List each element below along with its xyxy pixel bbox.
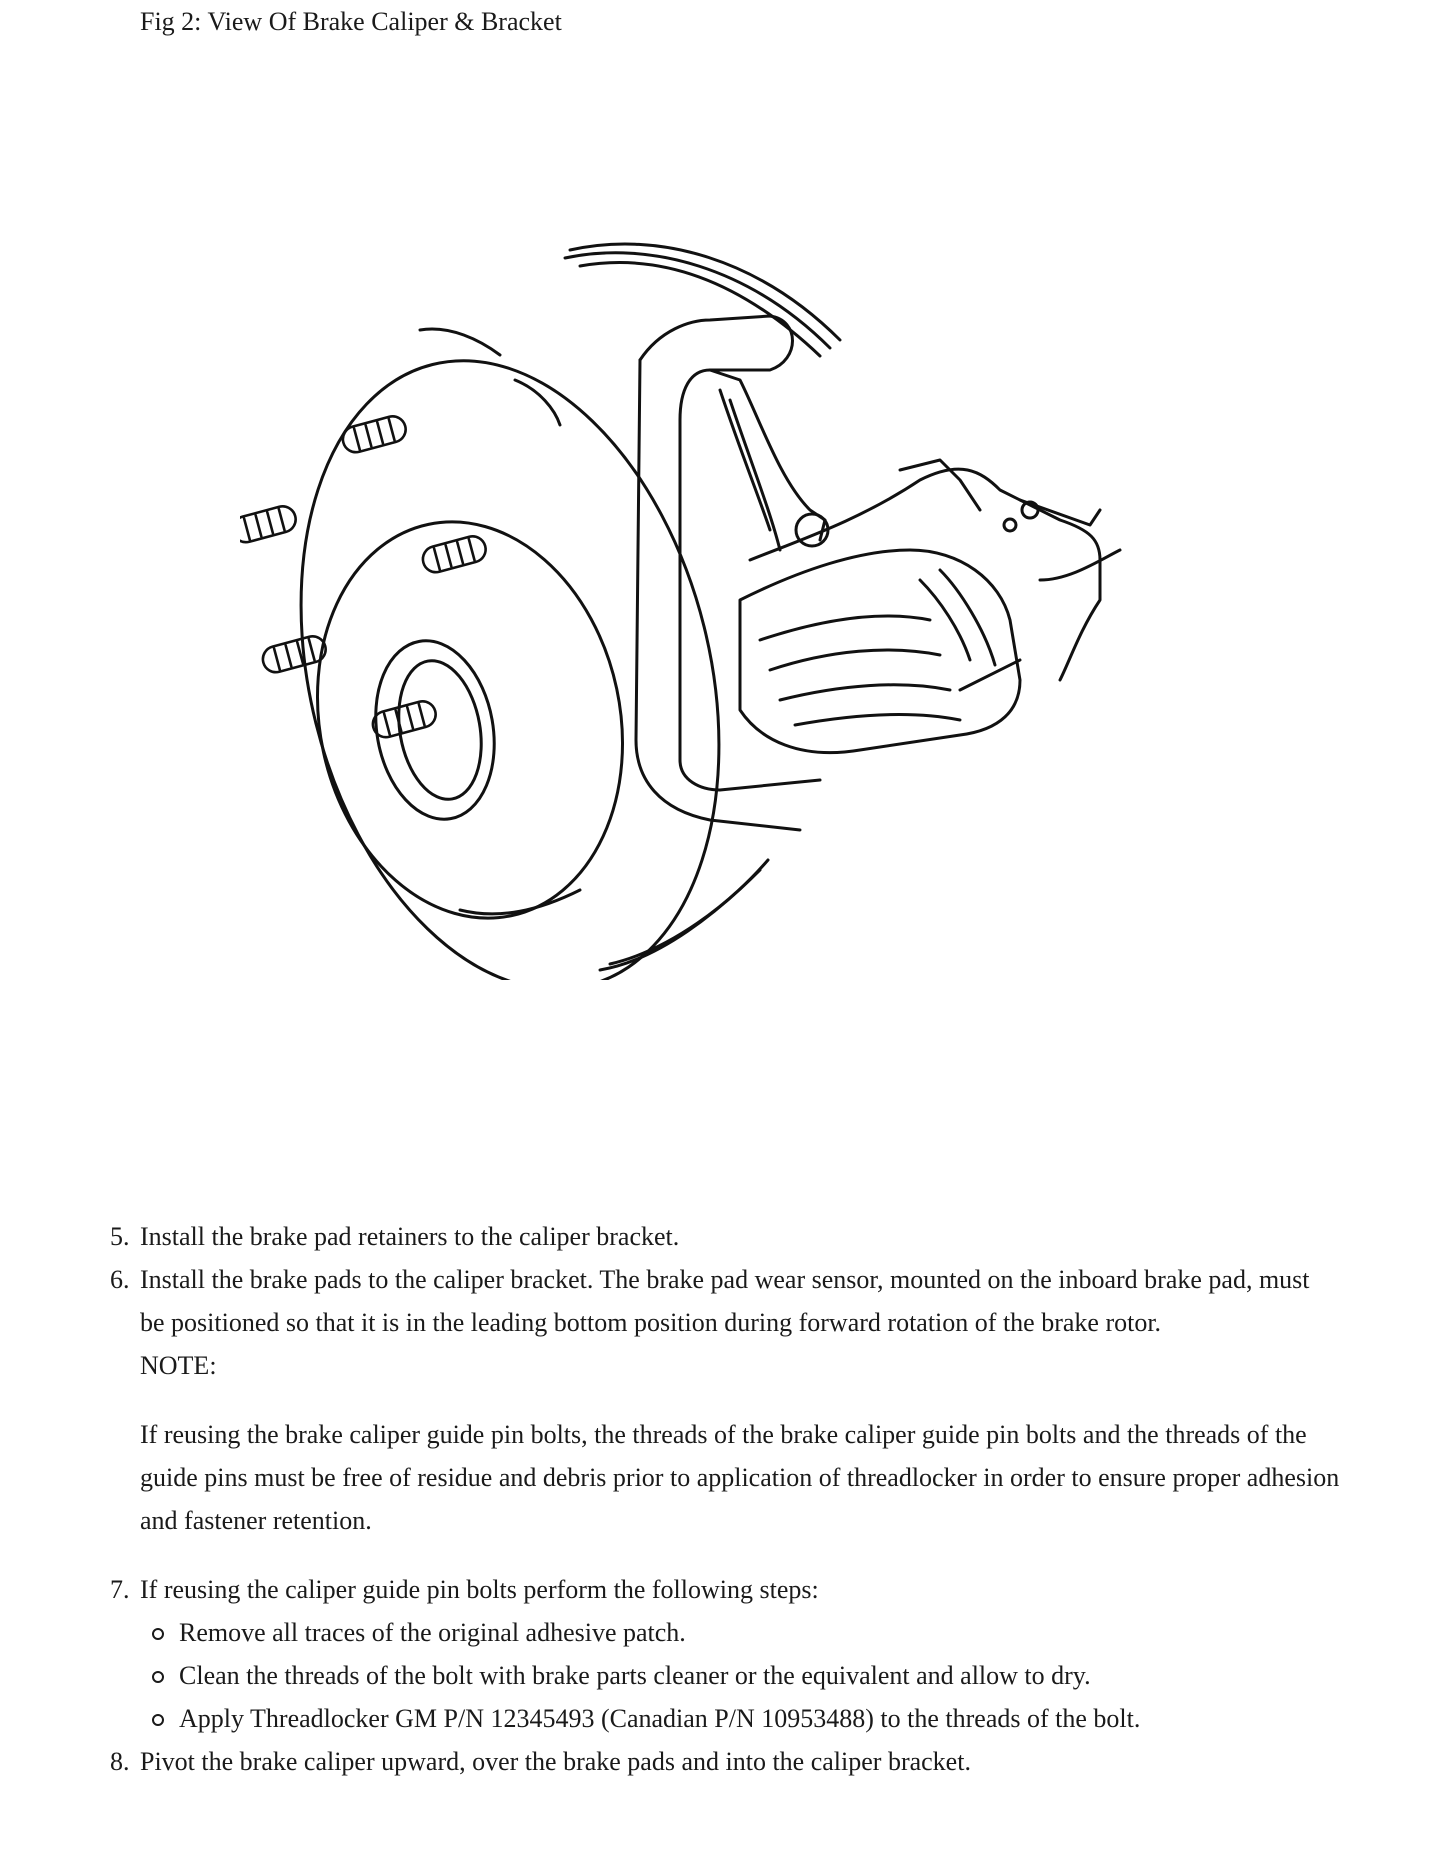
figure-caption: Fig 2: View Of Brake Caliper & Bracket — [140, 7, 562, 36]
circle-bullet-icon — [152, 1628, 164, 1640]
note-label: NOTE: — [140, 1351, 217, 1380]
brake-rotor — [240, 244, 840, 980]
step-number: 6. — [110, 1265, 130, 1294]
brake-caliper — [740, 460, 1120, 753]
step-7 — [110, 1568, 1340, 1740]
step-5 — [110, 1215, 1340, 1258]
step-text: Install the brake pads to the caliper bracket. The brake pad wear sensor, mounted on the inboard brake pad, must be positioned so that it is in the leading bottom position during forward rotation of the brake rotor. — [140, 1265, 1310, 1337]
step-number: 7. — [110, 1575, 130, 1604]
step-number: 8. — [110, 1747, 130, 1776]
substep-item: Clean the threads of the bolt with brake parts cleaner or the equivalent and allow to dry. — [140, 1654, 1340, 1697]
step-6 — [110, 1258, 1340, 1542]
circle-bullet-icon — [152, 1714, 164, 1726]
procedure-steps — [110, 1215, 1340, 1783]
wheel-studs — [240, 413, 489, 740]
step-8 — [110, 1740, 1340, 1783]
substep-list — [140, 1611, 1340, 1740]
step-text: If reusing the caliper guide pin bolts perform the following steps: — [140, 1575, 819, 1604]
step-text: Install the brake pad retainers to the caliper bracket. — [140, 1222, 680, 1251]
brake-caliper-bracket-illustration — [240, 220, 1270, 980]
substep-item: Apply Threadlocker GM P/N 12345493 (Canadian P/N 10953488) to the threads of the bolt. — [140, 1697, 1340, 1740]
step-text: Pivot the brake caliper upward, over the brake pads and into the caliper bracket. — [140, 1747, 971, 1776]
step-number: 5. — [110, 1222, 130, 1251]
circle-bullet-icon — [152, 1671, 164, 1683]
substep-item: Remove all traces of the original adhesive patch. — [140, 1611, 1340, 1654]
note-text: If reusing the brake caliper guide pin bolts, the threads of the brake caliper guide pin bolts and the threads of the guide pins must be free of residue and debris prior to application of threadlocker in order to ensure proper adhesion and fastener retention. — [140, 1420, 1340, 1535]
